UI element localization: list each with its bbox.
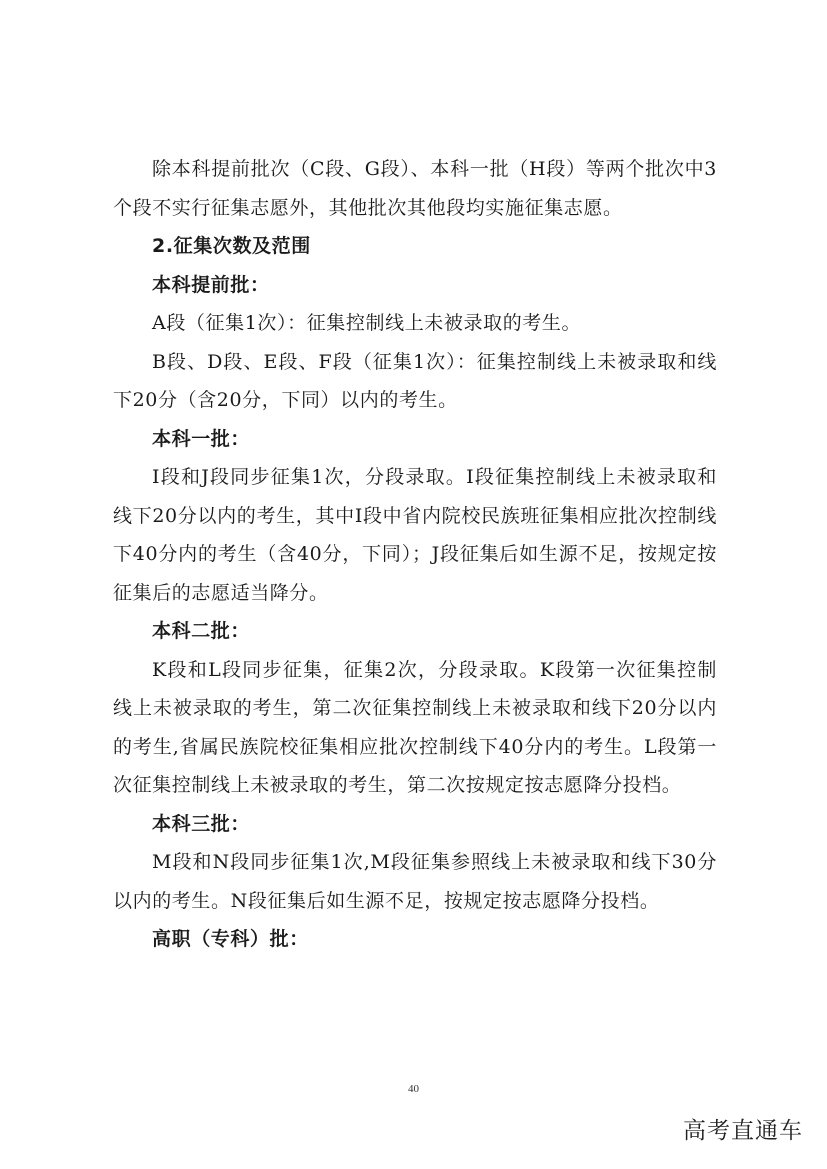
subheading-batch-one: 本科一批： (152, 427, 251, 450)
paragraph-kl-segment: K段和L段同步征集，征集2次，分段录取。K段第一次征集控制线上未被录取的考生，第二次征集控制线上未被录取和线下20分以内的考生,省属民族院校征集相应批次控制线下40分内的考生。L段第一次征集控制线上未被录取的考生，第二次按规定按志愿降分投档。 (113, 658, 717, 796)
subheading-batch-two: 本科二批： (152, 620, 251, 642)
paragraph-a-segment: A段（征集1次）：征集控制线上未被录取的考生。 (152, 312, 582, 334)
section-heading-scope: 2.征集次数及范围 (152, 235, 311, 257)
page-number: 40 (408, 1083, 419, 1095)
watermark-text: 高考直通车 (683, 1118, 803, 1144)
paragraph-exemption: 除本科提前批次（C段、G段）、本科一批（H段）等两个批次中3个段不实行征集志愿外，其他批次其他段均实施征集志愿。 (113, 158, 717, 219)
paragraph-ij-segment: I段和J段同步征集1次，分段录取。I段征集控制线上未被录取和线下20分以内的考生，其中I段中省内院校民族班征集相应批次控制线下40分内的考生（含40分，下同）；J段征集后如生源不足，按规定按征集后的志愿适当降分。 (113, 466, 717, 604)
subheading-vocational-batch: 高职（专科）批： (152, 928, 309, 950)
paragraph-mn-segment: M段和N段同步征集1次,M段征集参照线上未被录取和线下30分以内的考生。N段征集后如生源不足，按规定按志愿降分投档。 (113, 851, 717, 912)
subheading-early-batch: 本科提前批： (152, 273, 270, 296)
document-body (113, 150, 717, 959)
subheading-batch-three: 本科三批： (152, 812, 251, 835)
paragraph-bdef-segment: B段、D段、E段、F段（征集1次）：征集控制线上未被录取和线下20分（含20分，下同）以内的考生。 (113, 350, 717, 411)
